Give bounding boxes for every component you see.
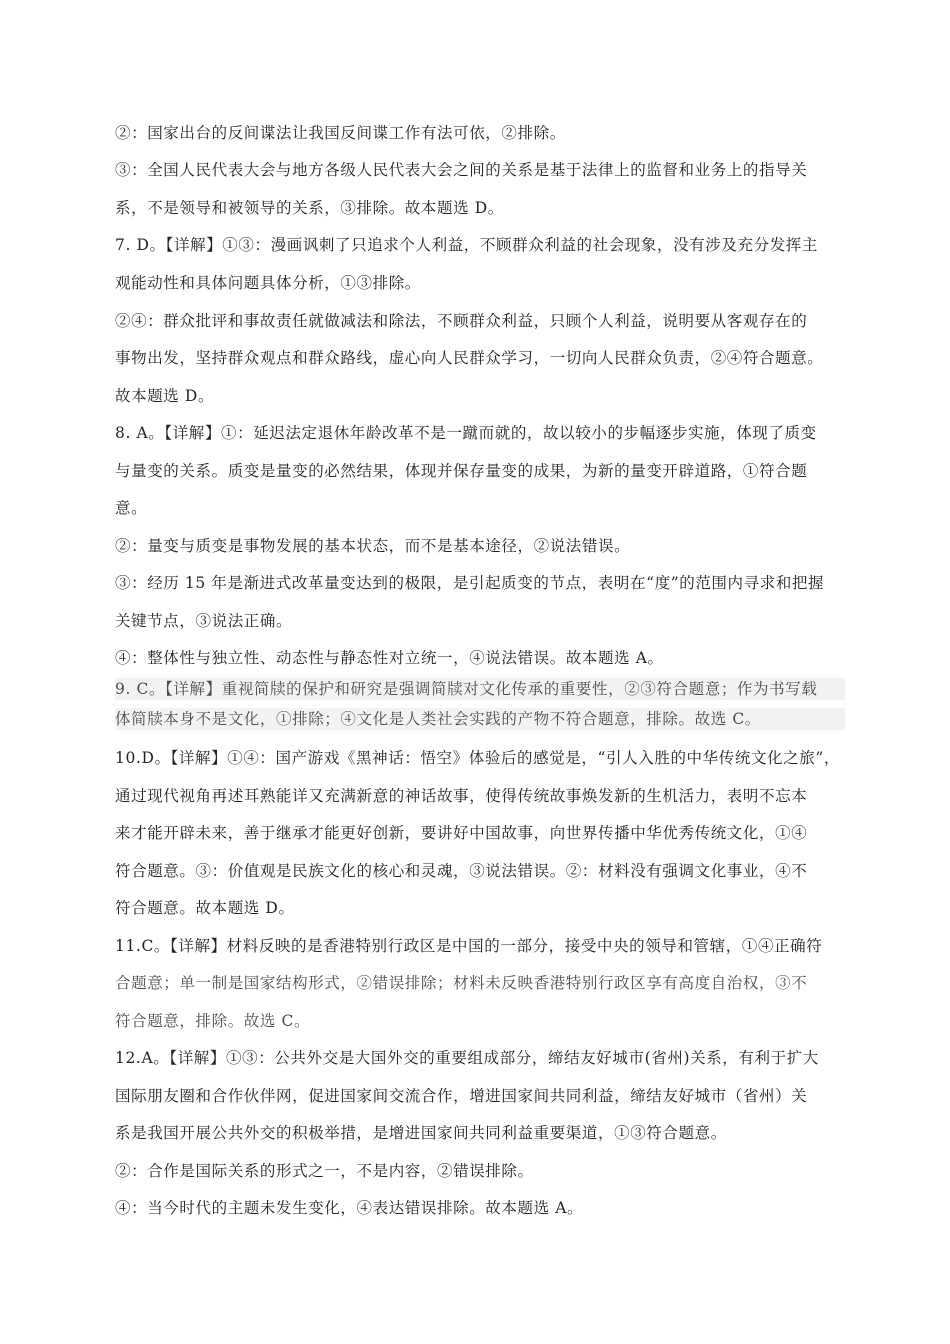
text-line: 通过现代视角再述耳熟能详又充满新意的神话故事，使得传统故事焕发新的生机活力，表明不忘本	[115, 787, 808, 805]
text-line: ③：全国人民代表大会与地方各级人民代表大会之间的关系是基于法律上的监督和业务上的指导关	[115, 161, 808, 179]
text-line: ②④：群众批评和事故责任就做减法和除法，不顾群众利益，只顾个人利益，说明要从客观存在的	[115, 312, 808, 330]
text-line: ③：经历 15 年是渐进式改革量变达到的极限，是引起质变的节点，表明在“度”的范围内寻求和把握	[115, 574, 825, 592]
text-line: 11.C。【详解】材料反映的是香港特别行政区是中国的一部分，接受中央的领导和管辖，①④正确符	[115, 937, 823, 955]
text-line: ②：量变与质变是事物发展的基本状态，而不是基本途径，②说法错误。	[115, 537, 631, 555]
text-line: 符合题意。故本题选 D。	[115, 899, 295, 917]
text-line: 合题意；单一制是国家结构形式，②错误排除；材料未反映香港特别行政区享有高度自治权，③不	[115, 974, 808, 992]
text-line: 7. D。【详解】①③：漫画讽刺了只追求个人利益，不顾群众利益的社会现象，没有涉及充分发挥主	[115, 236, 818, 254]
text-line: 9. C。【详解】重视简牍的保护和研究是强调简牍对文化传承的重要性，②③符合题意；作为书写载	[115, 678, 845, 700]
text-line: 国际朋友圈和合作伙伴网，促进国家间交流合作，增进国家间共同利益，缔结友好城市（省州）关	[115, 1087, 808, 1105]
text-line: 意。	[115, 499, 148, 517]
text-line: 8. A。【详解】①：延迟法定退休年龄改革不是一蹴而就的，故以较小的步幅逐步实施，体现了质变	[115, 424, 817, 442]
text-line: 系是我国开展公共外交的积极举措，是增进国家间共同利益重要渠道，①③符合题意。	[115, 1124, 727, 1142]
text-line: ④：整体性与独立性、动态性与静态性对立统一，④说法错误。故本题选 A。	[115, 649, 664, 667]
text-line: 故本题选 D。	[115, 387, 215, 405]
text-line: 关键节点，③说法正确。	[115, 612, 293, 630]
text-line: ②：国家出台的反间谍法让我国反间谍工作有法可依，②排除。	[115, 124, 566, 142]
text-line: ④：当今时代的主题未发生变化，④表达错误排除。故本题选 A。	[115, 1199, 584, 1217]
text-line: 系，不是领导和被领导的关系，③排除。故本题选 D。	[115, 199, 504, 217]
text-line: 10.D。【详解】①④：国产游戏《黑神话：悟空》体验后的感觉是，“引人入胜的中华传统文化之旅”，	[115, 749, 840, 767]
text-line: 事物出发，坚持群众观点和群众路线，虚心向人民群众学习，一切向人民群众负责，②④符合题意。	[115, 349, 824, 367]
text-line: 符合题意，排除。故选 C。	[115, 1012, 311, 1030]
text-line: 符合题意。③：价值观是民族文化的核心和灵魂，③说法错误。②：材料没有强调文化事业，④不	[115, 862, 808, 880]
text-line: 12.A。【详解】①③：公共外交是大国外交的重要组成部分，缔结友好城市(省州)关系，有利于扩大	[115, 1049, 819, 1067]
text-line: 体简牍本身不是文化，①排除；④文化是人类社会实践的产物不符合题意，排除。故选 C。	[115, 708, 845, 730]
text-line: 来才能开辟未来，善于继承才能更好创新，要讲好中国故事，向世界传播中华优秀传统文化，①④	[115, 824, 808, 842]
text-line: 观能动性和具体问题具体分析，①③排除。	[115, 274, 421, 292]
text-line: ②：合作是国际关系的形式之一，不是内容，②错误排除。	[115, 1162, 534, 1180]
text-line: 与量变的关系。质变是量变的必然结果，体现并保存量变的成果，为新的量变开辟道路，①符合题	[115, 462, 808, 480]
